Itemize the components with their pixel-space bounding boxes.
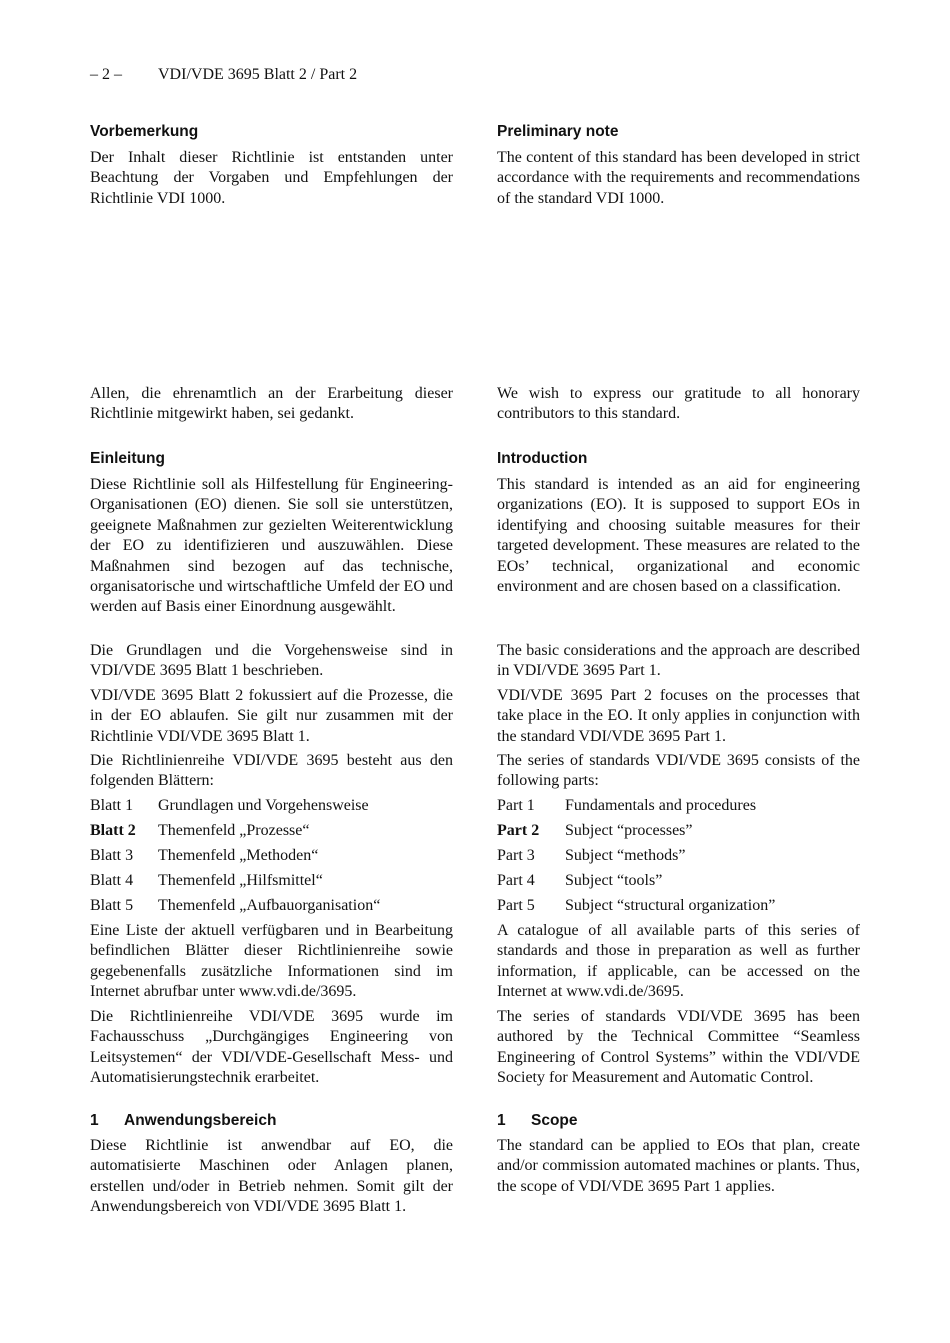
part-text: Themenfeld „Prozesse“: [158, 822, 310, 839]
heading-vorbemerkung: Vorbemerkung: [90, 123, 199, 140]
list-item: [497, 797, 756, 815]
paragraph-einleitung-1: Diese Richtlinie soll als Hilfestellung für Engineering-Organisationen (EO) dienen. Sie soll sie unterstützen, geeignete Maßnahmen zur gezielten Weiterentwicklung der EO zu identifizieren und auszuwählen. Diese Maßnahmen sind bezogen auf das technische, organisatorische und wirtschaftliche Umfeld der EO und werden auf Basis einer Einordnung ausgewählt.: [90, 476, 453, 616]
part-label: Part 4: [497, 872, 535, 889]
part-label: Blatt 5: [90, 897, 134, 914]
paragraph-einleitung-2: Die Grundlagen und die Vorgehensweise sind in VDI/VDE 3695 Blatt 1 beschrieben.: [90, 642, 453, 680]
paragraph-einleitung-3: VDI/VDE 3695 Blatt 2 fokussiert auf die Prozesse, die in der EO ablaufen. Sie gilt nur zusammen mit der Richtlinie VDI/VDE 3695 Blatt 1.: [90, 687, 453, 745]
heading-introduction: Introduction: [497, 450, 588, 467]
part-text: Themenfeld „Aufbauorganisation“: [158, 897, 381, 914]
heading-scope: [497, 1112, 578, 1130]
part-text: Themenfeld „Methoden“: [158, 847, 319, 864]
list-item: [497, 897, 775, 915]
part-label: Blatt 4: [90, 872, 134, 889]
heading-anwendungsbereich: [90, 1112, 276, 1130]
part-label: Part 2: [497, 822, 540, 839]
part-label: Blatt 2: [90, 822, 136, 839]
heading-preliminary-note: Preliminary note: [497, 123, 619, 140]
page-number: – 2 –: [90, 66, 122, 83]
paragraph-introduction-3: VDI/VDE 3695 Part 2 focuses on the processes that take place in the EO. It only applies in conjunction with the standard VDI/VDE 3695 Part 1.: [497, 687, 860, 745]
list-item: [90, 797, 369, 815]
paragraph-introduction-6: The series of standards VDI/VDE 3695 has been authored by the Technical Committee “Seamless Engineering of Control Systems” within the VDI/VDE Society for Measurement and Automatic Control.: [497, 1008, 860, 1087]
part-label: Part 1: [497, 797, 535, 814]
section-title: Anwendungsbereich: [124, 1112, 277, 1129]
paragraph-einleitung-4: Die Richtlinienreihe VDI/VDE 3695 besteht aus den folgenden Blättern:: [90, 752, 453, 790]
list-item: [90, 897, 380, 915]
paragraph-introduction-4: The series of standards VDI/VDE 3695 consists of the following parts:: [497, 752, 860, 790]
paragraph-dank: Allen, die ehrenamtlich an der Erarbeitung dieser Richtlinie mitgewirkt haben, sei gedankt.: [90, 385, 453, 423]
part-text: Grundlagen und Vorgehensweise: [158, 797, 369, 814]
paragraph-einleitung-6: Die Richtlinienreihe VDI/VDE 3695 wurde im Fachausschuss „Durchgängiges Engineering von Leitsystemen“ der VDI/VDE-Gesellschaft Mess- und Automatisierungstechnik erarbeitet.: [90, 1008, 453, 1087]
paragraph-introduction-1: This standard is intended as an aid for engineering organizations (EO). It is supposed to support EOs in identifying and choosing suitable measures for their targeted development. These measures are related to the EOs’ technical, organizational and economic environment and are chosen based on a classification.: [497, 476, 860, 596]
part-text: Fundamentals and procedures: [565, 797, 757, 814]
part-text: Subject “processes”: [565, 822, 693, 839]
list-item: [90, 847, 318, 865]
heading-einleitung: Einleitung: [90, 450, 165, 467]
section-number: 1: [90, 1112, 99, 1129]
paragraph-anwendungsbereich: Diese Richtlinie ist anwendbar auf EO, die automatisierte Maschinen oder Anlagen planen, erstellen und/oder in Betrieb nehmen. Somit gilt der Anwendungsbereich von VDI/VDE 3695 Blatt 1.: [90, 1137, 453, 1216]
paragraph-introduction-2: The basic considerations and the approach are described in VDI/VDE 3695 Part 1.: [497, 642, 860, 680]
list-item: [90, 822, 309, 840]
list-item: [90, 872, 323, 890]
paragraph-preliminary-note: The content of this standard has been developed in strict accordance with the requirements and recommendations of the standard VDI 1000.: [497, 149, 860, 207]
document-title: VDI/VDE 3695 Blatt 2 / Part 2: [158, 66, 358, 83]
list-item: [497, 847, 685, 865]
paragraph-einleitung-5: Eine Liste der aktuell verfügbaren und in Bearbeitung befindlichen Blätter dieser Richtlinienreihe sowie gegebenenfalls zusätzliche Informationen sind im Internet abrufbar unter www.vdi.de/3695.: [90, 922, 453, 1001]
list-item: [497, 822, 693, 840]
part-label: Part 3: [497, 847, 535, 864]
section-title: Scope: [531, 1112, 578, 1129]
paragraph-introduction-5: A catalogue of all available parts of this series of standards and those in preparation as well as further information, if applicable, can be accessed on the Internet at www.vdi.de/3695.: [497, 922, 860, 1001]
page-header: [90, 66, 357, 84]
part-text: Themenfeld „Hilfsmittel“: [158, 872, 323, 889]
part-text: Subject “structural organization”: [565, 897, 776, 914]
paragraph-vorbemerkung: Der Inhalt dieser Richtlinie ist entstanden unter Beachtung der Vorgaben und Empfehlungen der Richtlinie VDI 1000.: [90, 149, 453, 207]
part-text: Subject “methods”: [565, 847, 686, 864]
part-text: Subject “tools”: [565, 872, 663, 889]
list-item: [497, 872, 662, 890]
paragraph-scope: The standard can be applied to EOs that plan, create and/or commission automated machines or plants. Thus, the scope of VDI/VDE 3695 Part 1 applies.: [497, 1137, 860, 1195]
part-label: Blatt 1: [90, 797, 134, 814]
part-label: Blatt 3: [90, 847, 134, 864]
part-label: Part 5: [497, 897, 535, 914]
section-number: 1: [497, 1112, 506, 1129]
paragraph-thanks: We wish to express our gratitude to all honorary contributors to this standard.: [497, 385, 860, 423]
